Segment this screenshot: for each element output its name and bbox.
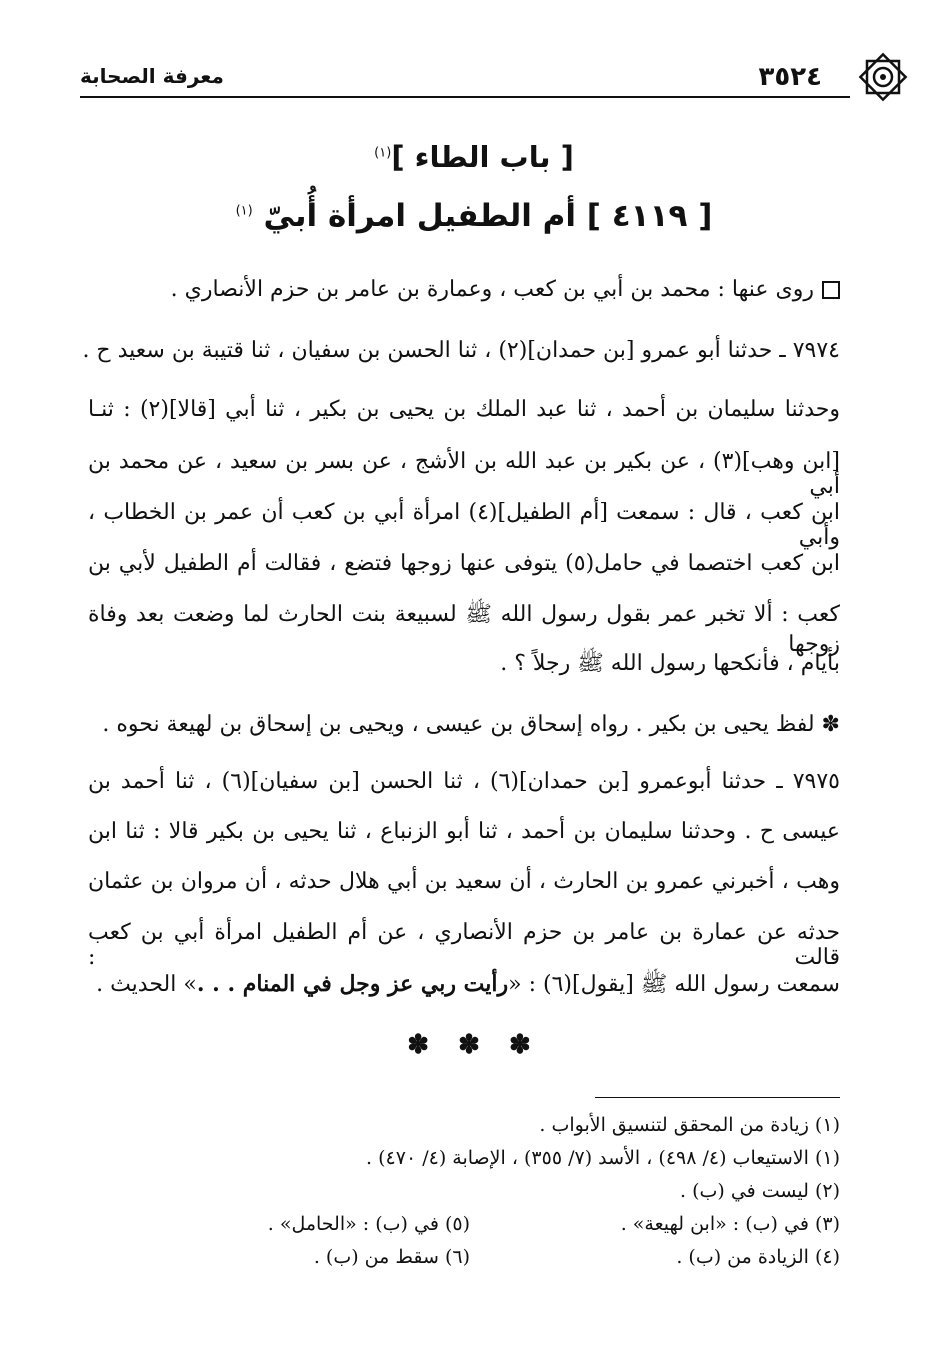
chapter-footnote-ref: (١) (374, 145, 392, 161)
hadith-7974-line-2: وحدثنا سليمان بن أحمد ، ثنا عبد الملك بن يحيى بن بكير ، ثنا أبي [قالا](٢) : ثنـا (88, 397, 840, 422)
last-line-start: سمعت رسول الله ﷺ [يقول](٦) : « (508, 972, 840, 997)
entry-title-text: [ ٤١١٩ ] أم الطفيل امرأة أُبيّ (263, 198, 713, 234)
quoted-hadith-text: رأيت ربي عز وجل في المنام . . . (196, 971, 509, 997)
hadith-7975-line-3: وهب ، أخبرني عمرو بن الحارث ، أن سعيد بن أبي هلال حدثه ، أن مروان بن عثمان (88, 869, 840, 894)
page-header (80, 52, 868, 100)
hadith-7974-line-5: ابن كعب اختصما في حامل(٥) يتوفى عنها زوجها فتضع ، فقالت أم الطفيل لأبي بن (88, 551, 840, 576)
footnote-3: (٣) في (ب) : «ابن لهيعة» . (620, 1213, 840, 1235)
hadith-7974-line-7: بأيام ، فأنكحها رسول الله ﷺ رجلاً ؟ . (500, 651, 840, 676)
footnote-5: (٥) في (ب) : «الحامل» . (267, 1213, 470, 1235)
footnote-4: (٤) الزيادة من (ب) . (676, 1246, 840, 1268)
chapter-title-text: [ باب الطاء ] (391, 140, 574, 174)
hadith-7975-line-1: ٧٩٧٥ ـ حدثنا أبوعمرو [بن حمدان](٦) ، ثنا الحسن [بن سفيان](٦) ، ثنا أحمد بن (88, 769, 840, 794)
square-bullet-icon (822, 281, 840, 299)
hadith-7974-line-6: كعب : ألا تخبر عمر بقول رسول الله ﷺ لسبيعة بنت الحارث لما وضعت بعد وفاة زوجها (88, 602, 840, 657)
entry-footnote-ref: (١) (235, 203, 253, 219)
hadith-7975-line-5 (96, 970, 840, 1002)
ornament-icon (854, 48, 912, 106)
footnote-1b: (١) الاستيعاب (٤/ ٤٩٨) ، الأسد (٧/ ٣٥٥) ، الإصابة (٤/ ٤٧٠) . (366, 1147, 840, 1169)
footnote-2: (٢) ليست في (ب) . (679, 1180, 840, 1202)
hadith-7974-line-4: ابن كعب ، قال : سمعت [أم الطفيل](٤) امرأة أبي بن كعب أن عمر بن الخطاب ، وأبي (88, 500, 841, 550)
page-number: ٣٥٢٤ (758, 62, 822, 92)
footnote-rule (595, 1097, 840, 1098)
header-rule (80, 96, 850, 98)
hadith-7975-line-4: حدثه عن عمارة بن عامر بن حزم الأنصاري ، عن أم الطفيل امرأة أبي بن كعب قالت : (88, 920, 840, 970)
chapter-title (0, 140, 948, 174)
section-separator: ✽ ✽ ✽ (407, 1030, 541, 1060)
footnote-1a: (١) زيادة من المحقق لتنسيق الأبواب . (539, 1114, 840, 1136)
narrators-text: روى عنها : محمد بن أبي بن كعب ، وعمارة بن عامر بن حزم الأنصاري . (170, 277, 814, 302)
last-line-end: » الحديث . (96, 972, 197, 997)
entry-title (0, 198, 948, 234)
narrators-line (171, 277, 840, 302)
running-title: معرفة الصحابة (80, 64, 224, 88)
commentary-line: ✽ لفظ يحيى بن بكير . رواه إسحاق بن عيسى ، ويحيى بن إسحاق بن لهيعة نحوه . (102, 712, 840, 737)
hadith-7975-line-2: عيسى ح . وحدثنا سليمان بن أحمد ، ثنا أبو الزنباع ، ثنا يحيى بن بكير قالا : ثنا ابن (88, 819, 840, 844)
hadith-7974-line-3: [ابن وهب](٣) ، عن بكير بن عبد الله بن الأشج ، عن بسر بن سعيد ، عن محمد بن أبي (88, 449, 840, 499)
hadith-7974-line-1: ٧٩٧٤ ـ حدثنا أبو عمرو [بن حمدان](٢) ، ثنا الحسن بن سفيان ، ثنا قتيبة بن سعيد ح . (82, 338, 840, 363)
footnote-6: (٦) سقط من (ب) . (313, 1246, 470, 1268)
